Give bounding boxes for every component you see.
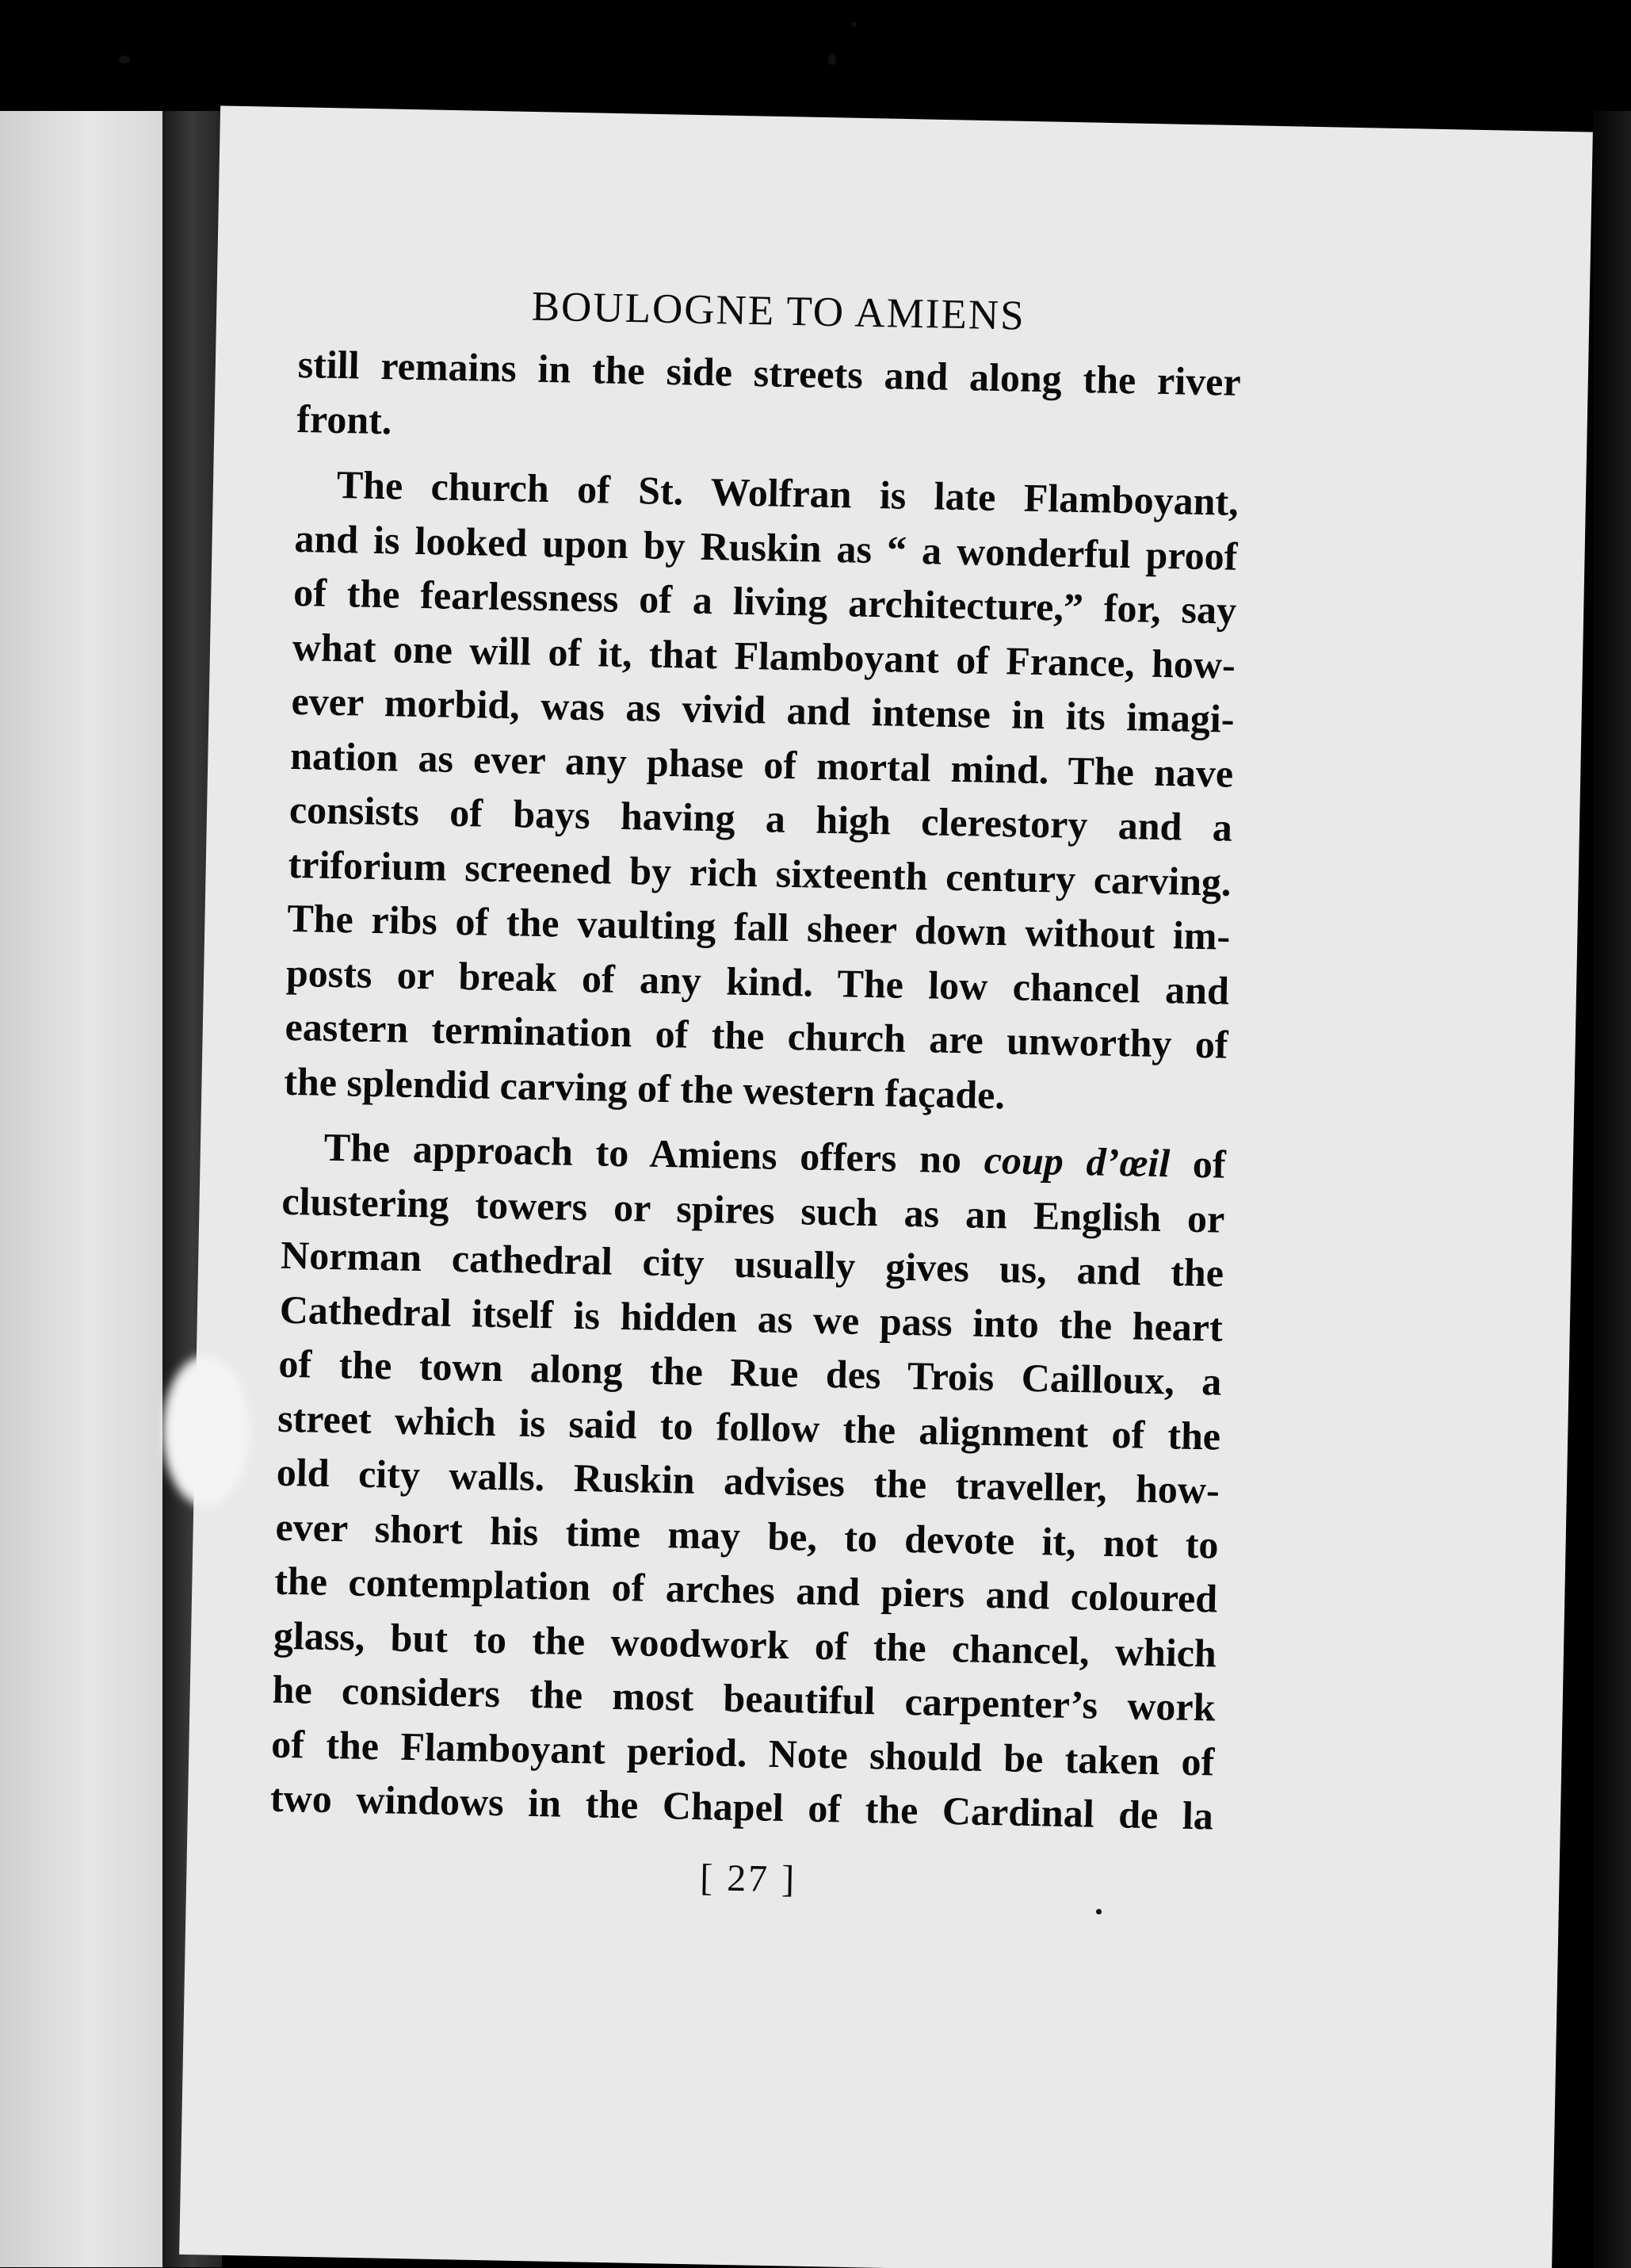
text-line: triforium screened by rich sixteenth century carving. (288, 841, 1232, 905)
dust-speck (828, 54, 836, 65)
text-line: front. (296, 396, 392, 442)
text-line: old city walls. Ruskin advises the traveller, how- (276, 1449, 1220, 1513)
text-line: clustering towers or spires such as an English or (281, 1178, 1225, 1241)
facing-page-margin (0, 111, 162, 2267)
text-line: The ribs of the vaulting fall sheer down without im- (286, 895, 1231, 958)
paragraph-2 (284, 457, 1239, 1126)
text-line: consists of bays having a high clerestory and a (288, 786, 1233, 850)
page-number: [ 27 ] (699, 1856, 797, 1900)
text-line: he considers the most beautiful carpenter’s work (272, 1666, 1217, 1730)
text-line: The church of St. Wolfran is late Flamboyant, (336, 461, 1239, 524)
text-line: ever short his time may be, to devote it, not to (275, 1504, 1219, 1567)
text-line: the contemplation of arches and piers and coloured (273, 1558, 1218, 1621)
paragraph-3 (269, 1119, 1226, 1843)
text-line: posts or break of any kind. The low chancel and (285, 950, 1230, 1013)
text-line: of the Flamboyant period. Note should be taken of (270, 1721, 1215, 1784)
page-text (269, 273, 1243, 1909)
running-head: BOULOGNE TO AMIENS (531, 283, 1026, 339)
paper-damage-spot (162, 1356, 250, 1506)
text-line: street which is said to follow the alignment of the (277, 1395, 1221, 1459)
text-run: of (1169, 1141, 1227, 1187)
text-line: nation as ever any phase of mortal mind. The nave (289, 732, 1234, 796)
text-line: ever morbid, was as vivid and intense in its imagi- (291, 678, 1235, 741)
dust-speck (852, 22, 857, 27)
dust-speck (119, 55, 130, 63)
text-line: eastern termination of the church are unworthy of (285, 1004, 1229, 1067)
text-line: what one will of it, that Flamboyant of France, how- (292, 624, 1236, 687)
dust-speck (1096, 1909, 1102, 1914)
text-line: the splendid carving of the western façade. (283, 1058, 1006, 1117)
text-line: two windows in the Chapel of the Cardinal de la (269, 1775, 1214, 1838)
text-run: The approach to Amiens offers no (323, 1124, 985, 1182)
page-right-edge (1593, 111, 1631, 2268)
text-line: Cathedral itself is hidden as we pass into the heart (279, 1287, 1224, 1350)
text-line: and is looked upon by Ruskin as “ a wonderful proof (294, 515, 1238, 579)
text-line: glass, but to the woodwork of the chancel, which (273, 1612, 1217, 1676)
paragraph-1 (296, 337, 1241, 464)
italic-phrase: coup d’œil (984, 1137, 1171, 1186)
text-line: Norman cathedral city usually gives us, and the (280, 1232, 1224, 1295)
text-line: of the fearlessness of a living architecture,” for, say (292, 569, 1237, 633)
text-line: of the town along the Rue des Trois Cailloux, a (278, 1341, 1222, 1404)
text-line: still remains in the side streets and along the river (297, 341, 1242, 404)
